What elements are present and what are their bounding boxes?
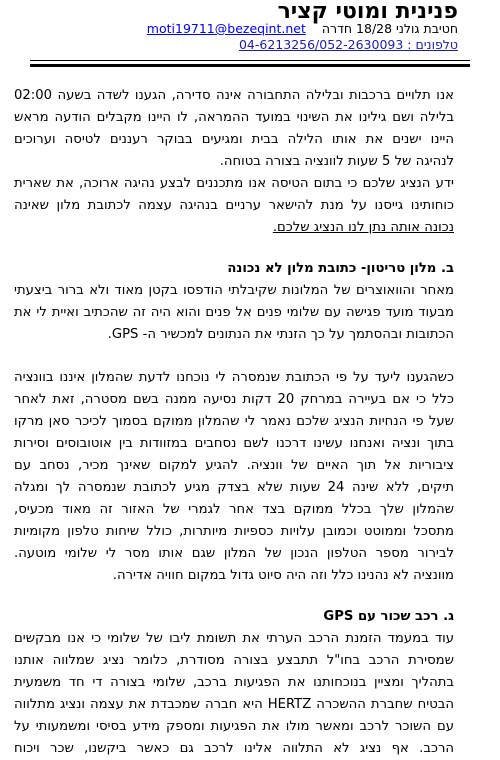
section-heading-car: ג. רכב שכור עם GPS	[323, 609, 454, 624]
paragraph-line: שהמלון שלך בכלל ממוקם בצד אחר לגמרי של האזור זה מאוד מכעיס,	[14, 502, 454, 517]
paragraph-line: עוד במעמד הזמנת הרכב הערתי את תשומת ליבו של שלומי כי אנו מבקשים	[14, 631, 454, 646]
paragraph-line: ציבוריות אל תוך האיים של וונציה. להגיע למקום שאינך מכיר, נסחב עם	[14, 458, 454, 473]
sender-email-link[interactable]: moti19711@bezeqint.net	[146, 21, 306, 36]
document-title: פנינית ומוטי קציר	[277, 0, 458, 24]
paragraph-line: מוונציה לא נהנינו כלל וזה היה סיוט גדול במקום חוויה אדירה.	[112, 568, 454, 583]
header-rule-thin	[30, 60, 470, 61]
paragraph-line: נכונה אותה נתן לנו הנציג שלכם.	[272, 220, 454, 235]
paragraph-line: כוחותינו גייסנו על מנת להישאר ערניים בנהיגה עצמה לכתובת מלון שאינה	[14, 198, 454, 213]
paragraph-line: שעל פי הנחיות הנציג שלכם נאמר לי שהמלון ממוקם בסמוך לכיכר סאן מרקו	[14, 414, 454, 429]
paragraph-line: אנו תלויים ברכבות ובלילה התחבורה אינה סדירה, הגענו לשדה בשעה 02:00	[14, 88, 454, 103]
paragraph-line: עם השוכר לרכב ומאשר מולו את הפגיעות ומספק מידע בסיסי ומשמעותי על	[14, 719, 454, 734]
paragraph-line: הכתובות ובהסתמך על כך הזנתי את הנתונים למכשיר ה- GPS.	[107, 327, 454, 342]
paragraph-line: כלל כי אם בעיירה במרחק 20 דקות נסיעה ממנה בשם מסטרה, זאת לאחר	[14, 392, 454, 407]
header-rule-thick	[30, 64, 470, 67]
paragraph-line: שמסירת הרכב בחו"ל תתבצע בצורה מסודרת, כלומר נציג שמלווה אותנו	[14, 653, 454, 668]
paragraph-line: בלילה ושם גילינו את השינוי במועד ההמראה, לו היינו מקבלים הודעה מראש	[14, 110, 454, 125]
paragraph-line: לנהיגה של 5 שעות לוונציה בצורה בטוחה.	[219, 154, 454, 169]
paragraph-line: מאחר והוואוצרים של המלונות שקיבלתי הודפסו בקטן מאוד ולא ברור ביצעתי	[14, 283, 454, 298]
paragraph-line: מתסכל וממוטט וכמובן עלויות כספיות מיותרות, כולל שיחות טלפון מקומיות	[14, 524, 454, 539]
paragraph-line: בתוך ונציה ואנחנו עשינו דרכנו לשם נסחבים במזוודות בין אוטובוסים וסירות	[14, 436, 454, 451]
paragraph-line: הבטיח שחברת ההשכרה HERTZ היא חברה שמכבדת את עצמה ונציג מתלווה	[14, 697, 454, 712]
paragraph-line: בתהליך ומציין בנוכחותנו את הפגיעות ברכב, שלומי בצורה די חד משמעית	[14, 675, 454, 690]
sender-phones: טלפונים : 04-6213256/052-2630093	[238, 37, 458, 52]
paragraph-line: לבירור מספר הטלפון הנכון של המלון שגם אותו מסר לי שלומי מוטעה.	[14, 546, 454, 561]
sender-address: חטיבת גולני 18/28 חדרה	[321, 21, 458, 36]
paragraph-line: כשהגענו ליעד על פי הכתובת שנמסרה לי נוכחנו לדעת שהמלון איננו בוונציה	[14, 370, 454, 385]
paragraph-line: מבעוד מועד פגישה עם שלומי פנים אל פנים והוא היה זה שהכתיב ואיית לי את	[14, 305, 454, 320]
paragraph-line: ידע הנציג שלכם כי בתום הטיסה אנו מתכננים לבצע נהיגה ארוכה, את שארית	[14, 176, 454, 191]
paragraph-line: הרכב. אף נציג לא התלווה אלינו לרכב גם כאשר ביקשנו, שכר ויכוח	[14, 741, 454, 756]
section-heading-hotel: ב. מלון טריטון- כתובת מלון לא נכונה	[227, 261, 454, 276]
paragraph-line: היינו ישנים את אותו הלילה בבית ומגיעים בבוקר רעננים לטיסה וערוכים	[14, 132, 454, 147]
paragraph-line: תיקים, ללא שינה 24 שעות שלא בצדק מגיע לכתובת שנמסרה לך ומגלה	[14, 480, 454, 495]
sender-address-line	[18, 21, 458, 37]
